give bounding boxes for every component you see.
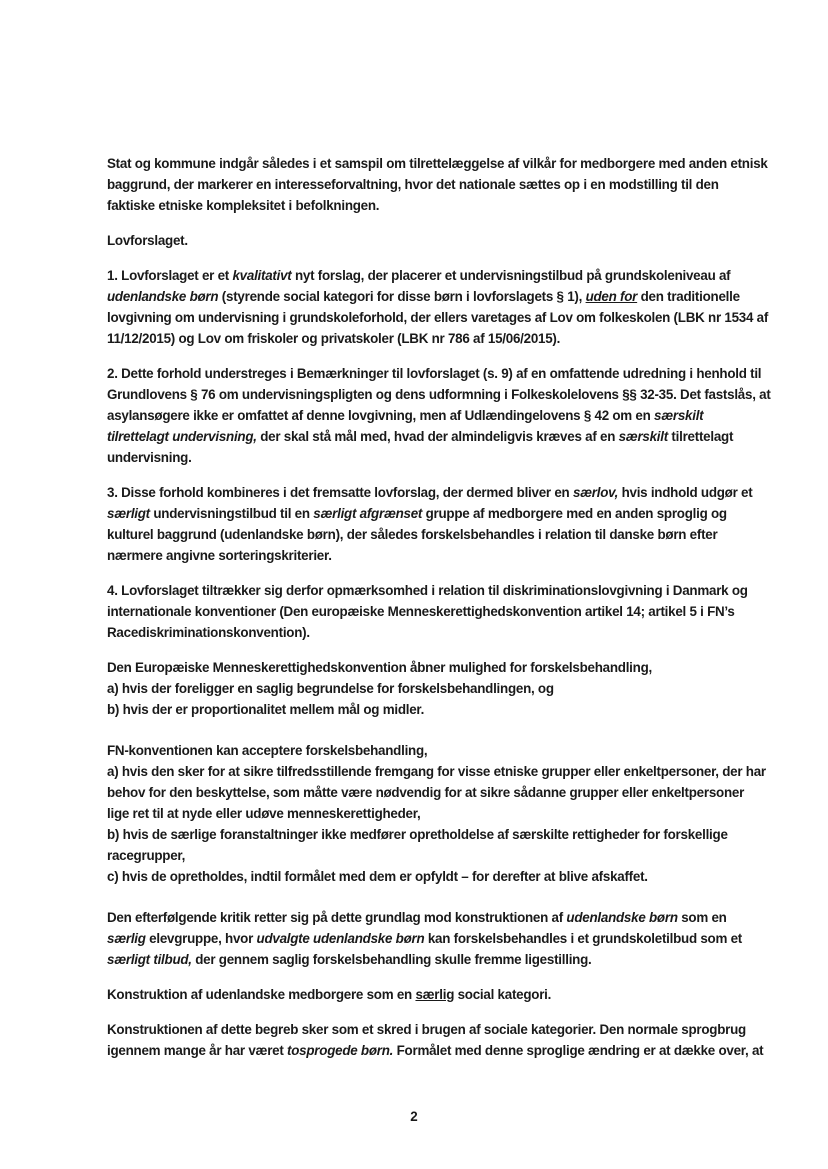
- paragraph-un: FN-konventionen kan acceptere forskelsbehandling, a) hvis den sker for at sikre tilfredsstillende fremgang for visse etniske grupper eller enkeltpersoner, der har behov for den beskyttelse, som måtte være nødvendig for at sikre sådanne grupper eller enkeltpersoner lige ret til at nyde eller udøve menneskerettigheder, b) hvis de særlige foranstaltninger ikke medfører opretholdelse af særskilte rettigheder for forskellige racegrupper, c) hvis de opretholdes, indtil formålet med dem er opfyldt – for derefter at blive afskaffet.: [107, 743, 766, 884]
- paragraph-konstruktion: Konstruktionen af dette begreb sker som et skred i brugen af sociale kategorier. Den normale sprogbrug igennem mange år har været tosprogede børn. Formålet med denne sproglige ændring er at dække over, at: [107, 1022, 764, 1058]
- page-number: 2: [410, 1109, 418, 1124]
- paragraph-echr: Den Europæiske Menneskerettighedskonvention åbner mulighed for forskelsbehandling, a) hvis der foreligger en saglig begrundelse for forskelsbehandlingen, og b) hvis der er proportionalitet mellem mål og midler.: [107, 660, 652, 717]
- intro-line: baggrund, der markerer en interesseforvaltning, hvor det nationale sættes op i en modstilling til den: [107, 177, 719, 192]
- paragraph-1: 1. Lovforslaget er et kvalitativt nyt forslag, der placerer et undervisningstilbud på grundskoleniveau af udenlandske børn (styrende social kategori for disse børn i lovforslagets § 1), uden for den traditionelle lovgivning om undervisning i grundskoleforhold, der ellers varetages af Lov om folkeskolen (LBK nr 1534 af 11/12/2015) og Lov om friskoler og privatskoler (LBK nr 786 af 15/06/2015).: [107, 268, 769, 346]
- intro-line: Stat og kommune indgår således i et samspil om tilrettelæggelse af vilkår for medborgere med anden etnisk: [107, 156, 768, 171]
- intro-paragraph: [107, 153, 768, 216]
- paragraph-4: 4. Lovforslaget tiltrækker sig derfor opmærksomhed i relation til diskriminationslovgivning i Danmark og internationale konventioner (Den europæiske Menneskerettighedskonvention artikel 14; artikel 5 i FN’s Racediskriminationskonvention).: [107, 583, 748, 640]
- paragraph-3: 3. Disse forhold kombineres i det fremsatte lovforslag, der dermed bliver en særlov, hvis indhold udgør et særligt undervisningstilbud til en særligt afgrænset gruppe af medborgere med en anden sproglig og kulturel baggrund (udenlandske børn), der således forskelsbehandles i relation til danske børn efter nærmere angivne sorteringskriterier.: [107, 485, 753, 563]
- underlined-emphasis: uden for: [585, 289, 638, 304]
- intro-line: faktiske etniske kompleksitet i befolkningen.: [107, 198, 380, 213]
- section-heading-lovforslaget: Lovforslaget.: [107, 233, 188, 248]
- paragraph-2: 2. Dette forhold understreges i Bemærkninger til lovforslaget (s. 9) af en omfattende udredning i henhold til Grundlovens § 76 om undervisningspligten og dens udformning i Folkeskolelovens §§ 32-35. Det fastslås, at asylansøgere ikke er omfattet af denne lovgivning, men af Udlændingelovens § 42 om en særskilt tilrettelagt undervisning, der skal stå mål med, hvad der almindeligvis kræves af en særskilt tilrettelagt undervisning.: [107, 366, 771, 465]
- paragraph-critique: Den efterfølgende kritik retter sig på dette grundlag mod konstruktionen af udenlandske børn som en særlig elevgruppe, hvor udvalgte udenlandske børn kan forskelsbehandles i et grundskoletilbud som et særligt tilbud, der gennem saglig forskelsbehandling skulle fremme ligestilling.: [107, 910, 743, 967]
- section-heading-konstruktion: Konstruktion af udenlandske medborgere som en særlig social kategori.: [107, 987, 552, 1002]
- document-page: [107, 153, 771, 1075]
